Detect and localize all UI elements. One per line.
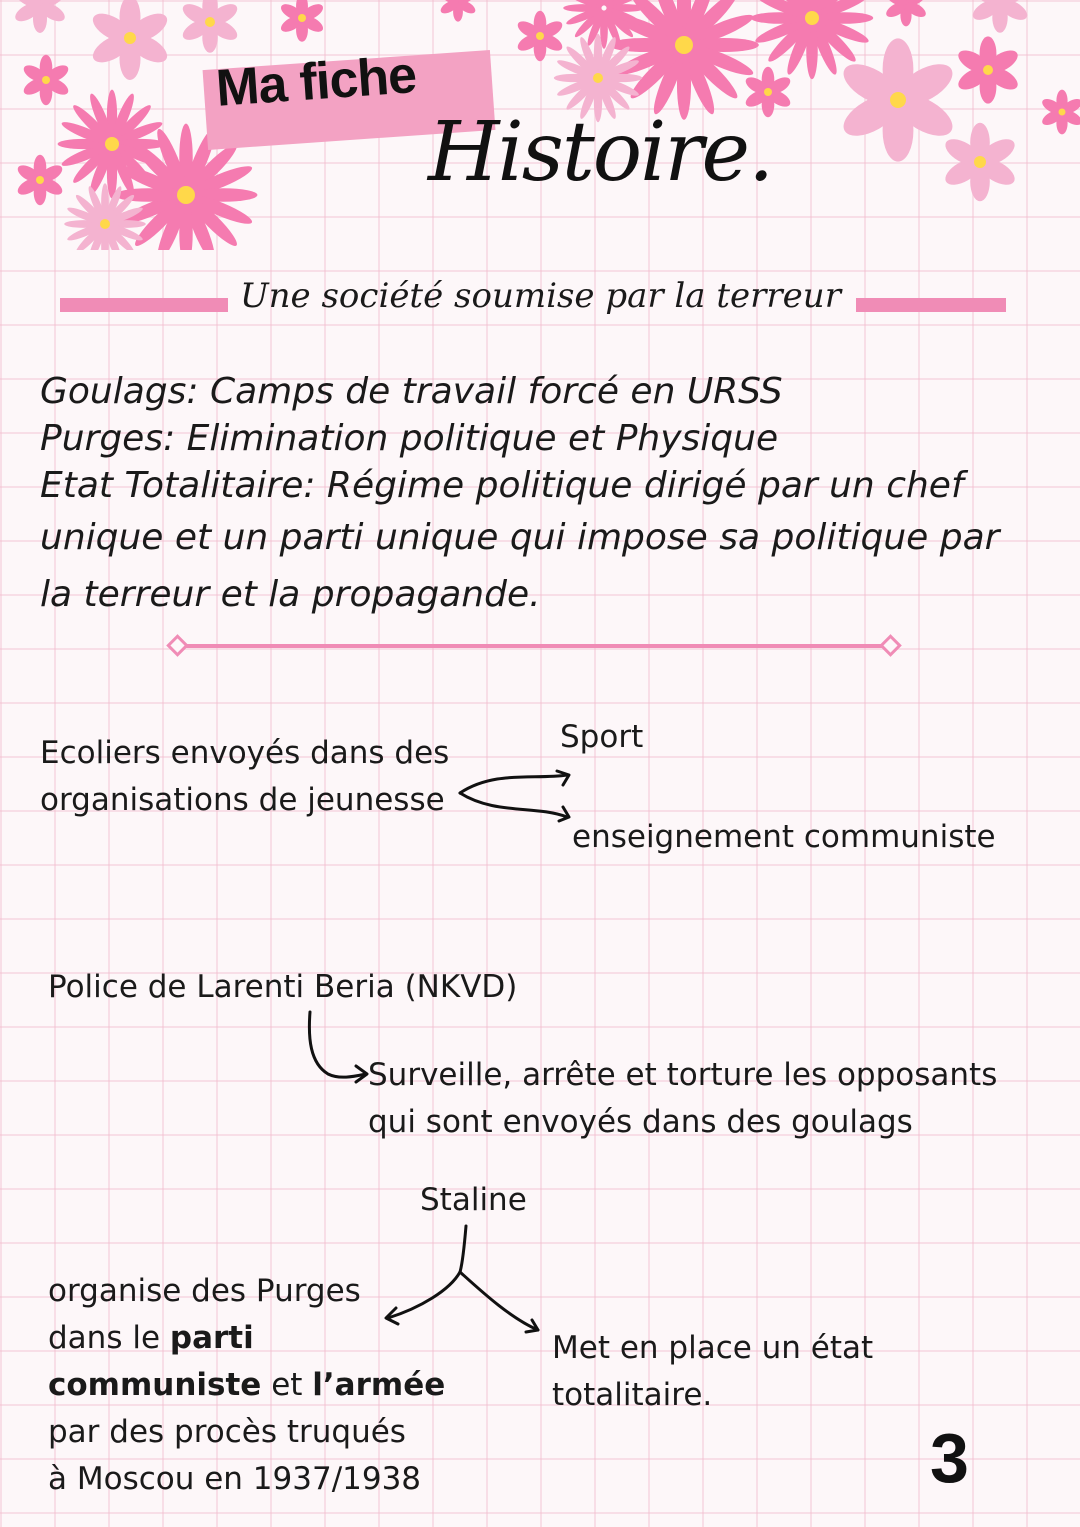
definition-etat-totalitaire: Etat Totalitaire: Régime politique dirigé par un chef: [40, 465, 964, 506]
definition-purges: Purges: Elimination politique et Physique: [40, 418, 779, 459]
definitions-block: [40, 368, 1040, 623]
youth-arrows: [455, 765, 585, 835]
stalin-left-branch: [48, 1268, 445, 1503]
police-result-line: Surveille, arrête et torture les opposants: [368, 1057, 998, 1093]
definition-goulags: Goulags: Camps de travail forcé en URSS: [40, 371, 783, 412]
stalin-right-branch: [552, 1325, 873, 1419]
stalin-left-line: [48, 1362, 445, 1409]
stalin-root: Staline: [420, 1182, 527, 1218]
stalin-left-line: à Moscou en 1937/1938: [48, 1461, 422, 1497]
bold-text: parti: [169, 1320, 254, 1356]
police-result: [368, 1052, 997, 1146]
youth-target-teaching: enseignement communiste: [572, 819, 996, 855]
definition-line: unique et un parti unique qui impose sa politique par: [40, 517, 1000, 558]
page-title: Histoire.: [428, 105, 773, 200]
stalin-left-line: organise des Purges: [48, 1273, 361, 1309]
police-result-line: qui sont envoyés dans des goulags: [368, 1104, 913, 1140]
police-source: Police de Larenti Beria (NKVD): [48, 969, 518, 1005]
bold-text: l’armée: [312, 1367, 446, 1403]
youth-target-sport: Sport: [560, 719, 644, 755]
youth-source-line: Ecoliers envoyés dans des: [40, 735, 450, 771]
heading-bar-left: [60, 298, 228, 312]
stalin-left-line: par des procès truqués: [48, 1414, 406, 1450]
text-run: et: [261, 1367, 313, 1403]
youth-source: [40, 730, 449, 824]
definition-line: la terreur et la propagande.: [40, 574, 541, 615]
text-run: dans le: [48, 1320, 170, 1356]
divider: [160, 632, 910, 662]
stalin-right-line: Met en place un état: [552, 1330, 874, 1366]
heading-bar-right: [856, 298, 1006, 312]
youth-source-line: organisations de jeunesse: [40, 782, 445, 818]
page-number: 3: [930, 1419, 969, 1497]
stalin-right-line: totalitaire.: [552, 1377, 713, 1413]
stalin-left-line: [48, 1315, 445, 1362]
title-tag-text: Ma fiche: [214, 46, 418, 118]
bold-text: communiste: [48, 1367, 262, 1403]
section-heading: Une société soumise par la terreur: [240, 276, 841, 316]
